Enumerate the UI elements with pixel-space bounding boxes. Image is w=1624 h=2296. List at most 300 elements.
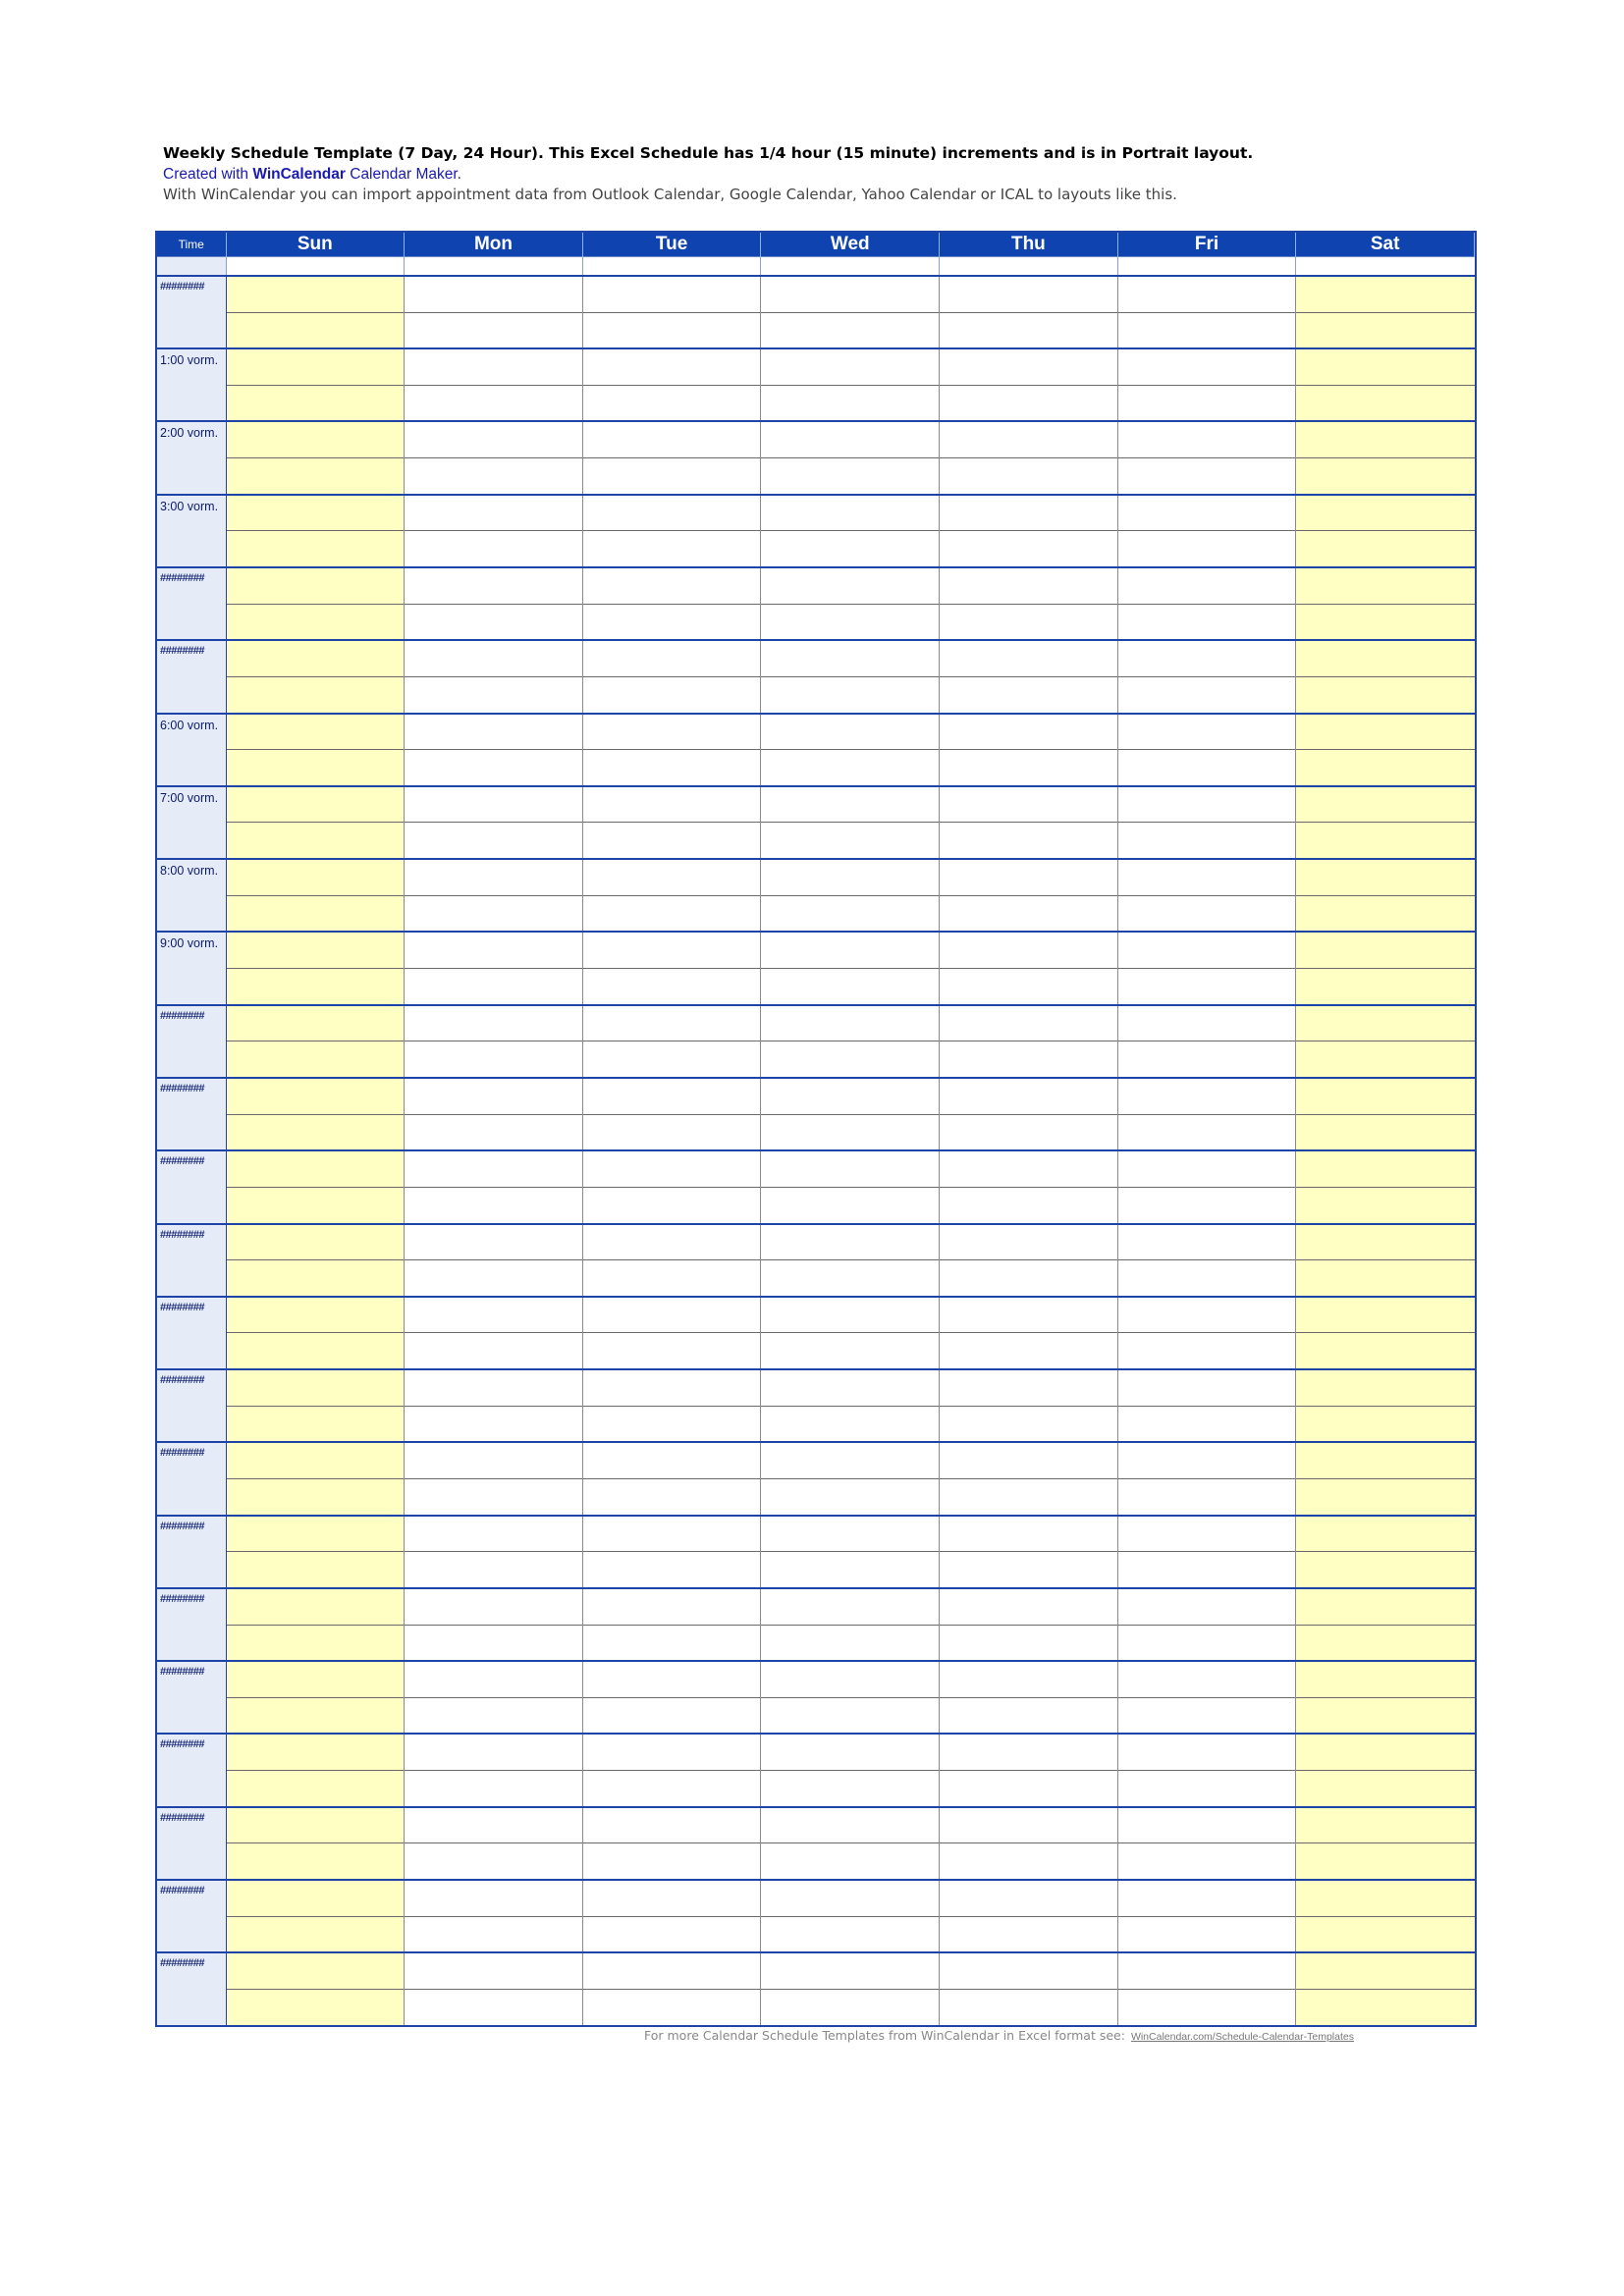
schedule-cell-sun[interactable] xyxy=(226,604,405,640)
schedule-cell-mon[interactable] xyxy=(405,531,583,567)
schedule-cell-fri[interactable] xyxy=(1117,385,1296,421)
schedule-cell-sun[interactable] xyxy=(226,1880,405,1916)
schedule-cell-sun[interactable] xyxy=(226,531,405,567)
schedule-cell-fri[interactable] xyxy=(1117,969,1296,1005)
schedule-cell-sun[interactable] xyxy=(226,676,405,713)
schedule-cell-mon[interactable] xyxy=(405,1479,583,1516)
schedule-cell-thu[interactable] xyxy=(940,1041,1118,1078)
schedule-cell-thu[interactable] xyxy=(940,1952,1118,1989)
schedule-cell-sun[interactable] xyxy=(226,859,405,895)
schedule-cell-fri[interactable] xyxy=(1117,1916,1296,1952)
schedule-cell-mon[interactable] xyxy=(405,1442,583,1478)
schedule-cell-thu[interactable] xyxy=(940,1588,1118,1625)
schedule-cell-tue[interactable] xyxy=(582,348,761,385)
schedule-cell-mon[interactable] xyxy=(405,1369,583,1406)
schedule-cell-sun[interactable] xyxy=(226,932,405,968)
schedule-cell-thu[interactable] xyxy=(940,1552,1118,1588)
schedule-cell-thu[interactable] xyxy=(940,859,1118,895)
schedule-cell-sun[interactable] xyxy=(226,750,405,786)
schedule-cell-sun[interactable] xyxy=(226,1552,405,1588)
schedule-cell-sun[interactable] xyxy=(226,895,405,932)
schedule-cell-sun[interactable] xyxy=(226,1479,405,1516)
schedule-cell-fri[interactable] xyxy=(1117,1150,1296,1187)
schedule-cell-mon[interactable] xyxy=(405,421,583,457)
schedule-cell-mon[interactable] xyxy=(405,567,583,604)
schedule-cell-mon[interactable] xyxy=(405,1078,583,1114)
schedule-cell-thu[interactable] xyxy=(940,385,1118,421)
schedule-cell-tue[interactable] xyxy=(582,1697,761,1734)
schedule-cell-fri[interactable] xyxy=(1117,895,1296,932)
schedule-cell-fri[interactable] xyxy=(1117,1880,1296,1916)
schedule-cell-mon[interactable] xyxy=(405,932,583,968)
schedule-cell-sat[interactable] xyxy=(1296,604,1475,640)
schedule-cell-thu[interactable] xyxy=(940,1297,1118,1333)
schedule-cell-tue[interactable] xyxy=(582,750,761,786)
schedule-cell-sat[interactable] xyxy=(1296,1224,1475,1260)
schedule-cell-thu[interactable] xyxy=(940,932,1118,968)
schedule-cell-thu[interactable] xyxy=(940,495,1118,531)
schedule-cell-wed[interactable] xyxy=(761,1442,940,1478)
schedule-cell-thu[interactable] xyxy=(940,1479,1118,1516)
schedule-cell-tue[interactable] xyxy=(582,859,761,895)
schedule-cell-tue[interactable] xyxy=(582,1552,761,1588)
schedule-cell-thu[interactable] xyxy=(940,1989,1118,2025)
schedule-cell-wed[interactable] xyxy=(761,312,940,348)
schedule-cell-fri[interactable] xyxy=(1117,786,1296,823)
schedule-cell-sat[interactable] xyxy=(1296,1697,1475,1734)
schedule-cell-wed[interactable] xyxy=(761,458,940,495)
schedule-cell-sun[interactable] xyxy=(226,276,405,312)
schedule-cell-mon[interactable] xyxy=(405,714,583,750)
schedule-cell-sun[interactable] xyxy=(226,1224,405,1260)
schedule-cell-fri[interactable] xyxy=(1117,1771,1296,1807)
schedule-cell-fri[interactable] xyxy=(1117,1989,1296,2025)
schedule-cell-thu[interactable] xyxy=(940,1187,1118,1223)
schedule-cell-sat[interactable] xyxy=(1296,1734,1475,1770)
schedule-cell-fri[interactable] xyxy=(1117,1807,1296,1843)
schedule-cell-sun[interactable] xyxy=(226,1114,405,1150)
schedule-cell-fri[interactable] xyxy=(1117,932,1296,968)
schedule-cell-tue[interactable] xyxy=(582,312,761,348)
schedule-cell-sat[interactable] xyxy=(1296,786,1475,823)
schedule-cell-sat[interactable] xyxy=(1296,1880,1475,1916)
schedule-cell-sat[interactable] xyxy=(1296,1297,1475,1333)
schedule-cell-wed[interactable] xyxy=(761,1661,940,1697)
schedule-cell-wed[interactable] xyxy=(761,1916,940,1952)
schedule-cell-sat[interactable] xyxy=(1296,750,1475,786)
schedule-cell-wed[interactable] xyxy=(761,786,940,823)
schedule-cell-wed[interactable] xyxy=(761,932,940,968)
schedule-cell-fri[interactable] xyxy=(1117,567,1296,604)
schedule-cell-sun[interactable] xyxy=(226,1187,405,1223)
schedule-cell-sun[interactable] xyxy=(226,1369,405,1406)
schedule-cell-wed[interactable] xyxy=(761,385,940,421)
schedule-cell-mon[interactable] xyxy=(405,1734,583,1770)
schedule-cell-tue[interactable] xyxy=(582,1297,761,1333)
schedule-cell-wed[interactable] xyxy=(761,1697,940,1734)
schedule-cell-wed[interactable] xyxy=(761,1260,940,1297)
schedule-cell-sat[interactable] xyxy=(1296,385,1475,421)
schedule-cell-fri[interactable] xyxy=(1117,1552,1296,1588)
schedule-cell-sat[interactable] xyxy=(1296,676,1475,713)
schedule-cell-thu[interactable] xyxy=(940,1625,1118,1661)
schedule-cell-mon[interactable] xyxy=(405,495,583,531)
schedule-cell-sat[interactable] xyxy=(1296,348,1475,385)
schedule-cell-fri[interactable] xyxy=(1117,348,1296,385)
schedule-cell-mon[interactable] xyxy=(405,604,583,640)
schedule-cell-tue[interactable] xyxy=(582,1260,761,1297)
schedule-cell-wed[interactable] xyxy=(761,1333,940,1369)
schedule-cell-wed[interactable] xyxy=(761,1041,940,1078)
schedule-cell-sun[interactable] xyxy=(226,1661,405,1697)
schedule-cell-fri[interactable] xyxy=(1117,1516,1296,1552)
schedule-cell-wed[interactable] xyxy=(761,567,940,604)
schedule-cell-sun[interactable] xyxy=(226,714,405,750)
schedule-cell-sun[interactable] xyxy=(226,1041,405,1078)
schedule-cell-sun[interactable] xyxy=(226,1989,405,2025)
schedule-cell-tue[interactable] xyxy=(582,1442,761,1478)
schedule-cell-mon[interactable] xyxy=(405,1588,583,1625)
schedule-cell-tue[interactable] xyxy=(582,1005,761,1041)
schedule-cell-sun[interactable] xyxy=(226,640,405,676)
schedule-cell-sat[interactable] xyxy=(1296,1807,1475,1843)
schedule-cell-tue[interactable] xyxy=(582,1479,761,1516)
schedule-cell-thu[interactable] xyxy=(940,1771,1118,1807)
schedule-cell-thu[interactable] xyxy=(940,567,1118,604)
schedule-cell-wed[interactable] xyxy=(761,1297,940,1333)
schedule-cell-thu[interactable] xyxy=(940,1442,1118,1478)
schedule-cell-sun[interactable] xyxy=(226,1005,405,1041)
schedule-cell-mon[interactable] xyxy=(405,1625,583,1661)
schedule-cell-sun[interactable] xyxy=(226,567,405,604)
schedule-cell-mon[interactable] xyxy=(405,1114,583,1150)
schedule-cell-wed[interactable] xyxy=(761,895,940,932)
schedule-cell-tue[interactable] xyxy=(582,1369,761,1406)
schedule-cell-fri[interactable] xyxy=(1117,1005,1296,1041)
schedule-cell-wed[interactable] xyxy=(761,1187,940,1223)
schedule-cell-tue[interactable] xyxy=(582,1771,761,1807)
schedule-cell-sat[interactable] xyxy=(1296,458,1475,495)
schedule-cell-thu[interactable] xyxy=(940,531,1118,567)
schedule-cell-thu[interactable] xyxy=(940,895,1118,932)
schedule-cell-sat[interactable] xyxy=(1296,859,1475,895)
schedule-cell-thu[interactable] xyxy=(940,1005,1118,1041)
schedule-cell-fri[interactable] xyxy=(1117,1661,1296,1697)
schedule-cell-thu[interactable] xyxy=(940,823,1118,859)
schedule-cell-mon[interactable] xyxy=(405,1041,583,1078)
schedule-cell-sun[interactable] xyxy=(226,1516,405,1552)
credit-link[interactable] xyxy=(163,166,458,183)
schedule-cell-tue[interactable] xyxy=(582,1041,761,1078)
schedule-cell-tue[interactable] xyxy=(582,1625,761,1661)
schedule-cell-sat[interactable] xyxy=(1296,1625,1475,1661)
schedule-cell-mon[interactable] xyxy=(405,385,583,421)
schedule-cell-sun[interactable] xyxy=(226,1260,405,1297)
schedule-cell-thu[interactable] xyxy=(940,1516,1118,1552)
schedule-cell-sat[interactable] xyxy=(1296,1369,1475,1406)
schedule-cell-mon[interactable] xyxy=(405,1661,583,1697)
schedule-cell-tue[interactable] xyxy=(582,1880,761,1916)
schedule-cell-sat[interactable] xyxy=(1296,1989,1475,2025)
schedule-cell-wed[interactable] xyxy=(761,859,940,895)
schedule-cell-sun[interactable] xyxy=(226,1843,405,1880)
schedule-cell-sun[interactable] xyxy=(226,1952,405,1989)
schedule-cell-sun[interactable] xyxy=(226,1734,405,1770)
schedule-cell-fri[interactable] xyxy=(1117,1333,1296,1369)
schedule-cell-tue[interactable] xyxy=(582,640,761,676)
schedule-cell-tue[interactable] xyxy=(582,531,761,567)
schedule-cell-sun[interactable] xyxy=(226,1078,405,1114)
schedule-cell-sat[interactable] xyxy=(1296,276,1475,312)
schedule-cell-thu[interactable] xyxy=(940,750,1118,786)
schedule-cell-sat[interactable] xyxy=(1296,421,1475,457)
schedule-cell-sat[interactable] xyxy=(1296,1516,1475,1552)
schedule-cell-thu[interactable] xyxy=(940,276,1118,312)
schedule-cell-mon[interactable] xyxy=(405,1150,583,1187)
schedule-cell-thu[interactable] xyxy=(940,969,1118,1005)
schedule-cell-sat[interactable] xyxy=(1296,1078,1475,1114)
schedule-cell-thu[interactable] xyxy=(940,312,1118,348)
schedule-cell-wed[interactable] xyxy=(761,1516,940,1552)
schedule-cell-mon[interactable] xyxy=(405,823,583,859)
schedule-cell-sun[interactable] xyxy=(226,1807,405,1843)
schedule-cell-fri[interactable] xyxy=(1117,1224,1296,1260)
schedule-cell-thu[interactable] xyxy=(940,676,1118,713)
schedule-cell-wed[interactable] xyxy=(761,714,940,750)
schedule-cell-sat[interactable] xyxy=(1296,1442,1475,1478)
schedule-cell-tue[interactable] xyxy=(582,1734,761,1770)
schedule-cell-thu[interactable] xyxy=(940,1734,1118,1770)
schedule-cell-sat[interactable] xyxy=(1296,1843,1475,1880)
schedule-cell-sat[interactable] xyxy=(1296,1333,1475,1369)
schedule-cell-sat[interactable] xyxy=(1296,1952,1475,1989)
footer-link[interactable]: WinCalendar.com/Schedule-Calendar-Templates xyxy=(1130,2031,1354,2043)
schedule-cell-sun[interactable] xyxy=(226,1297,405,1333)
schedule-cell-fri[interactable] xyxy=(1117,1078,1296,1114)
schedule-cell-wed[interactable] xyxy=(761,1588,940,1625)
schedule-cell-thu[interactable] xyxy=(940,1333,1118,1369)
schedule-cell-tue[interactable] xyxy=(582,1661,761,1697)
schedule-cell-sat[interactable] xyxy=(1296,495,1475,531)
schedule-cell-sat[interactable] xyxy=(1296,1187,1475,1223)
schedule-cell-sun[interactable] xyxy=(226,1150,405,1187)
schedule-cell-wed[interactable] xyxy=(761,1479,940,1516)
schedule-cell-wed[interactable] xyxy=(761,1625,940,1661)
schedule-cell-tue[interactable] xyxy=(582,823,761,859)
schedule-cell-mon[interactable] xyxy=(405,640,583,676)
schedule-cell-sat[interactable] xyxy=(1296,969,1475,1005)
schedule-cell-thu[interactable] xyxy=(940,786,1118,823)
schedule-cell-sun[interactable] xyxy=(226,786,405,823)
schedule-cell-tue[interactable] xyxy=(582,1406,761,1442)
schedule-cell-sat[interactable] xyxy=(1296,932,1475,968)
schedule-cell-wed[interactable] xyxy=(761,1114,940,1150)
schedule-cell-thu[interactable] xyxy=(940,1150,1118,1187)
schedule-cell-wed[interactable] xyxy=(761,531,940,567)
schedule-cell-fri[interactable] xyxy=(1117,1297,1296,1333)
schedule-cell-wed[interactable] xyxy=(761,1369,940,1406)
schedule-cell-mon[interactable] xyxy=(405,895,583,932)
schedule-cell-wed[interactable] xyxy=(761,1880,940,1916)
schedule-cell-tue[interactable] xyxy=(582,385,761,421)
schedule-cell-sun[interactable] xyxy=(226,385,405,421)
schedule-cell-tue[interactable] xyxy=(582,714,761,750)
schedule-cell-sun[interactable] xyxy=(226,348,405,385)
schedule-cell-mon[interactable] xyxy=(405,969,583,1005)
schedule-cell-sat[interactable] xyxy=(1296,1406,1475,1442)
schedule-cell-wed[interactable] xyxy=(761,1150,940,1187)
schedule-cell-thu[interactable] xyxy=(940,1114,1118,1150)
schedule-cell-sun[interactable] xyxy=(226,1916,405,1952)
schedule-cell-mon[interactable] xyxy=(405,1406,583,1442)
schedule-cell-mon[interactable] xyxy=(405,1843,583,1880)
schedule-cell-fri[interactable] xyxy=(1117,1479,1296,1516)
schedule-cell-fri[interactable] xyxy=(1117,1588,1296,1625)
schedule-cell-tue[interactable] xyxy=(582,1588,761,1625)
schedule-cell-sun[interactable] xyxy=(226,458,405,495)
schedule-cell-tue[interactable] xyxy=(582,1952,761,1989)
schedule-cell-wed[interactable] xyxy=(761,1552,940,1588)
schedule-cell-tue[interactable] xyxy=(582,676,761,713)
schedule-cell-sat[interactable] xyxy=(1296,567,1475,604)
schedule-cell-sat[interactable] xyxy=(1296,1552,1475,1588)
schedule-cell-fri[interactable] xyxy=(1117,458,1296,495)
schedule-cell-thu[interactable] xyxy=(940,1843,1118,1880)
schedule-cell-tue[interactable] xyxy=(582,495,761,531)
schedule-cell-tue[interactable] xyxy=(582,1989,761,2025)
schedule-cell-sat[interactable] xyxy=(1296,714,1475,750)
schedule-cell-fri[interactable] xyxy=(1117,421,1296,457)
schedule-cell-sun[interactable] xyxy=(226,969,405,1005)
schedule-cell-tue[interactable] xyxy=(582,458,761,495)
schedule-cell-sat[interactable] xyxy=(1296,1588,1475,1625)
schedule-cell-tue[interactable] xyxy=(582,1187,761,1223)
schedule-cell-mon[interactable] xyxy=(405,1187,583,1223)
schedule-cell-tue[interactable] xyxy=(582,1916,761,1952)
schedule-cell-sun[interactable] xyxy=(226,1697,405,1734)
schedule-cell-fri[interactable] xyxy=(1117,495,1296,531)
schedule-cell-tue[interactable] xyxy=(582,604,761,640)
schedule-cell-fri[interactable] xyxy=(1117,1406,1296,1442)
schedule-cell-wed[interactable] xyxy=(761,640,940,676)
schedule-cell-mon[interactable] xyxy=(405,859,583,895)
schedule-cell-mon[interactable] xyxy=(405,750,583,786)
schedule-cell-tue[interactable] xyxy=(582,1516,761,1552)
schedule-cell-mon[interactable] xyxy=(405,312,583,348)
schedule-cell-tue[interactable] xyxy=(582,1114,761,1150)
schedule-cell-wed[interactable] xyxy=(761,604,940,640)
schedule-cell-mon[interactable] xyxy=(405,786,583,823)
schedule-cell-wed[interactable] xyxy=(761,676,940,713)
schedule-cell-fri[interactable] xyxy=(1117,1114,1296,1150)
schedule-cell-wed[interactable] xyxy=(761,421,940,457)
schedule-cell-wed[interactable] xyxy=(761,1078,940,1114)
schedule-cell-thu[interactable] xyxy=(940,1807,1118,1843)
schedule-cell-wed[interactable] xyxy=(761,1989,940,2025)
schedule-cell-mon[interactable] xyxy=(405,1260,583,1297)
schedule-cell-sun[interactable] xyxy=(226,1333,405,1369)
schedule-cell-wed[interactable] xyxy=(761,495,940,531)
schedule-cell-sat[interactable] xyxy=(1296,1771,1475,1807)
schedule-cell-sun[interactable] xyxy=(226,823,405,859)
schedule-cell-sat[interactable] xyxy=(1296,1041,1475,1078)
schedule-cell-fri[interactable] xyxy=(1117,750,1296,786)
schedule-cell-wed[interactable] xyxy=(761,750,940,786)
schedule-cell-thu[interactable] xyxy=(940,421,1118,457)
schedule-cell-fri[interactable] xyxy=(1117,276,1296,312)
schedule-cell-thu[interactable] xyxy=(940,1224,1118,1260)
schedule-cell-fri[interactable] xyxy=(1117,676,1296,713)
schedule-cell-wed[interactable] xyxy=(761,1224,940,1260)
schedule-cell-sun[interactable] xyxy=(226,1625,405,1661)
schedule-cell-tue[interactable] xyxy=(582,786,761,823)
schedule-cell-sun[interactable] xyxy=(226,312,405,348)
schedule-cell-mon[interactable] xyxy=(405,458,583,495)
schedule-cell-sat[interactable] xyxy=(1296,1114,1475,1150)
schedule-cell-sat[interactable] xyxy=(1296,1916,1475,1952)
schedule-cell-thu[interactable] xyxy=(940,1369,1118,1406)
schedule-cell-tue[interactable] xyxy=(582,421,761,457)
schedule-cell-fri[interactable] xyxy=(1117,312,1296,348)
schedule-cell-sun[interactable] xyxy=(226,421,405,457)
schedule-cell-fri[interactable] xyxy=(1117,1952,1296,1989)
schedule-cell-mon[interactable] xyxy=(405,1697,583,1734)
schedule-cell-thu[interactable] xyxy=(940,348,1118,385)
schedule-cell-thu[interactable] xyxy=(940,1260,1118,1297)
schedule-cell-mon[interactable] xyxy=(405,1516,583,1552)
schedule-cell-sat[interactable] xyxy=(1296,1661,1475,1697)
schedule-cell-thu[interactable] xyxy=(940,714,1118,750)
schedule-cell-thu[interactable] xyxy=(940,1406,1118,1442)
schedule-cell-fri[interactable] xyxy=(1117,1187,1296,1223)
schedule-cell-fri[interactable] xyxy=(1117,714,1296,750)
schedule-cell-tue[interactable] xyxy=(582,276,761,312)
schedule-cell-mon[interactable] xyxy=(405,676,583,713)
schedule-cell-tue[interactable] xyxy=(582,1807,761,1843)
schedule-cell-fri[interactable] xyxy=(1117,1260,1296,1297)
schedule-cell-tue[interactable] xyxy=(582,1078,761,1114)
schedule-cell-sat[interactable] xyxy=(1296,1005,1475,1041)
schedule-cell-wed[interactable] xyxy=(761,969,940,1005)
schedule-cell-thu[interactable] xyxy=(940,1078,1118,1114)
schedule-cell-thu[interactable] xyxy=(940,604,1118,640)
schedule-cell-sat[interactable] xyxy=(1296,1260,1475,1297)
schedule-cell-fri[interactable] xyxy=(1117,1697,1296,1734)
schedule-cell-wed[interactable] xyxy=(761,348,940,385)
schedule-cell-thu[interactable] xyxy=(940,1880,1118,1916)
schedule-cell-mon[interactable] xyxy=(405,1807,583,1843)
schedule-cell-sun[interactable] xyxy=(226,495,405,531)
schedule-cell-mon[interactable] xyxy=(405,1916,583,1952)
schedule-cell-mon[interactable] xyxy=(405,1297,583,1333)
schedule-cell-fri[interactable] xyxy=(1117,1442,1296,1478)
schedule-cell-sat[interactable] xyxy=(1296,640,1475,676)
schedule-cell-fri[interactable] xyxy=(1117,1734,1296,1770)
schedule-cell-thu[interactable] xyxy=(940,1661,1118,1697)
schedule-cell-fri[interactable] xyxy=(1117,604,1296,640)
schedule-cell-fri[interactable] xyxy=(1117,1041,1296,1078)
schedule-cell-mon[interactable] xyxy=(405,1005,583,1041)
schedule-cell-tue[interactable] xyxy=(582,895,761,932)
schedule-cell-mon[interactable] xyxy=(405,1771,583,1807)
schedule-cell-mon[interactable] xyxy=(405,276,583,312)
schedule-cell-sat[interactable] xyxy=(1296,1150,1475,1187)
schedule-cell-fri[interactable] xyxy=(1117,823,1296,859)
schedule-cell-wed[interactable] xyxy=(761,1952,940,1989)
schedule-cell-mon[interactable] xyxy=(405,1333,583,1369)
schedule-cell-wed[interactable] xyxy=(761,1807,940,1843)
schedule-cell-sun[interactable] xyxy=(226,1588,405,1625)
